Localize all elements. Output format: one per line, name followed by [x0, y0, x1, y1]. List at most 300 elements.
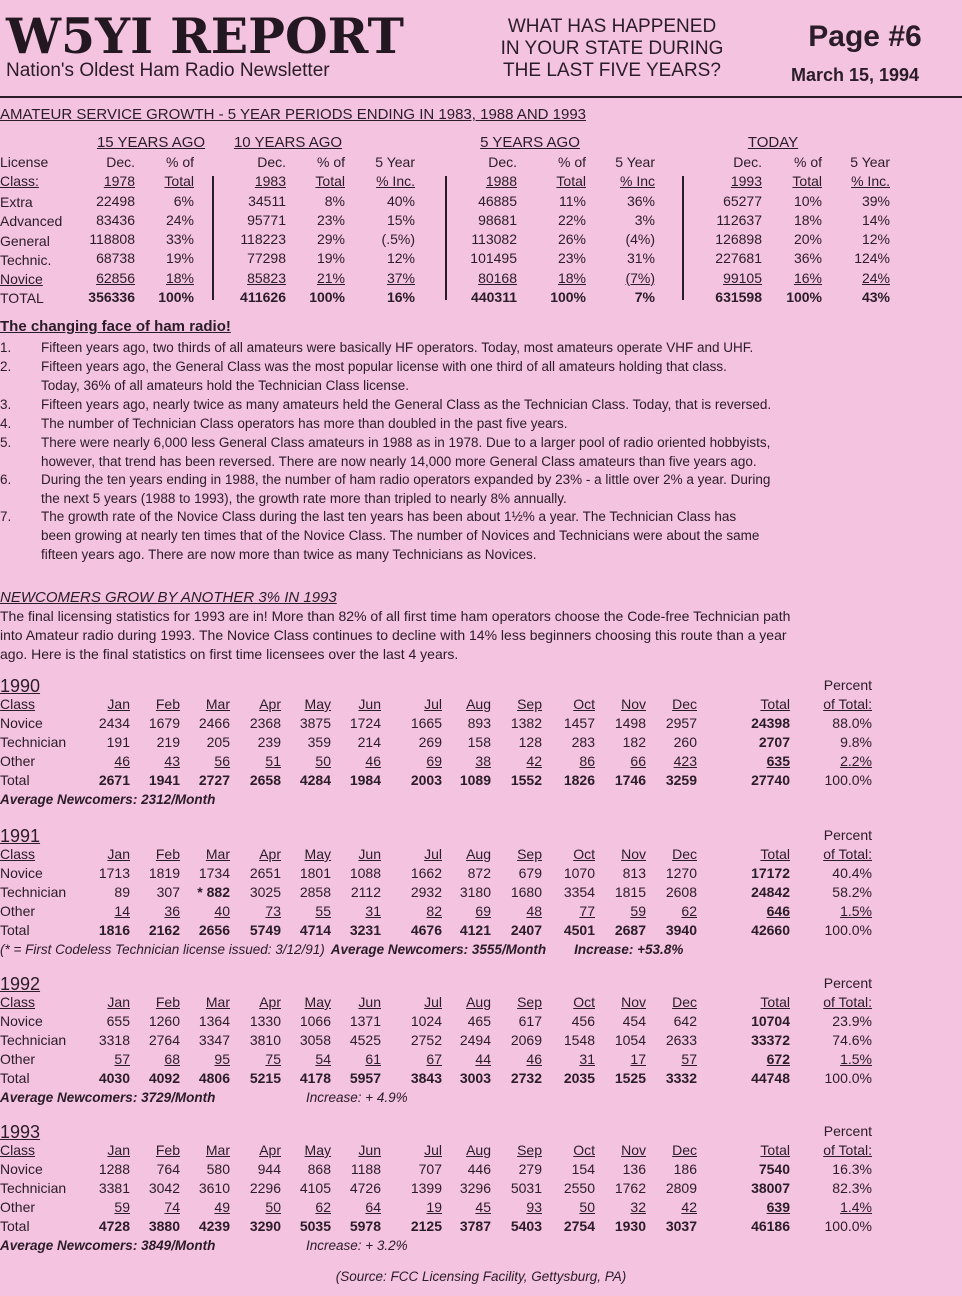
month-value: 3347	[198, 1032, 230, 1048]
month-header: May	[304, 994, 331, 1010]
month-header: Jan	[107, 994, 130, 1010]
point-line: Fifteen years ago, the General Class was the most popular license with one third of all amateurs holding that class.	[41, 359, 727, 374]
month-header: Mar	[205, 696, 230, 712]
point-line: Fifteen years ago, nearly twice as many amateurs held the General Class as the Technician Class. Today, that is reversed.	[41, 397, 772, 412]
month-value: 59	[114, 1199, 130, 1215]
column-header: Dec.	[733, 154, 762, 170]
growth-cell: 26%	[557, 231, 586, 248]
growth-heading: AMATEUR SERVICE GROWTH - 5 YEAR PERIODS ENDING IN 1983, 1988 AND 1993	[0, 106, 587, 123]
month-value: 51	[265, 753, 281, 769]
month-value: 14	[114, 903, 130, 919]
point-text	[41, 470, 961, 508]
data-row	[0, 1031, 962, 1050]
growth-cell: 8%	[324, 192, 345, 209]
period-title: TODAY	[747, 134, 799, 151]
growth-column	[772, 153, 822, 307]
data-row	[0, 1050, 962, 1069]
month-header: May	[304, 846, 331, 862]
growth-cell: 22%	[557, 211, 586, 228]
row-total: 38007	[751, 1180, 790, 1196]
newcomers-paragraph	[0, 607, 955, 664]
month-value: 3231	[349, 922, 381, 938]
month-value: 46	[114, 753, 130, 769]
point-line: Today, 36% of all amateurs hold the Technician Class license.	[41, 378, 409, 393]
month-value: 48	[526, 903, 542, 919]
month-header: Jun	[358, 1142, 381, 1158]
numbered-point	[0, 414, 962, 433]
month-value: 64	[365, 1199, 381, 1215]
month-value: 4728	[98, 1218, 130, 1234]
month-value: 2494	[459, 1032, 491, 1048]
percent-header: Percent	[823, 827, 872, 843]
month-header: Nov	[621, 994, 646, 1010]
month-value: 1188	[350, 1161, 381, 1177]
growth-cell: 23%	[316, 211, 345, 228]
month-value: 1552	[510, 772, 542, 788]
numbered-point	[0, 507, 962, 564]
month-value: 3940	[665, 922, 697, 938]
growth-cell: (4%)	[625, 231, 655, 248]
month-value: 158	[467, 734, 491, 750]
month-value: 456	[571, 1013, 595, 1029]
month-value: 66	[630, 753, 646, 769]
growth-cell: 10%	[793, 192, 822, 209]
growth-column	[355, 153, 415, 307]
period-title: 5 YEARS AGO	[480, 134, 580, 151]
growth-cell: 16%	[386, 289, 415, 306]
column-header: Total	[792, 173, 822, 190]
row-total: 42660	[751, 922, 790, 938]
row-label: Technician	[0, 1180, 67, 1196]
month-value: 5031	[510, 1180, 542, 1196]
newsletter-title: W5YI REPORT	[6, 7, 405, 65]
month-header: Aug	[466, 846, 491, 862]
month-value: 5035	[299, 1218, 331, 1234]
row-total: 2707	[758, 734, 790, 750]
month-value: 75	[265, 1051, 281, 1067]
month-value: 54	[315, 1051, 331, 1067]
month-value: 3025	[249, 884, 281, 900]
class-header: Class	[0, 1142, 36, 1158]
month-value: 1364	[198, 1013, 230, 1029]
month-value: 214	[357, 734, 381, 750]
data-row	[0, 902, 962, 921]
month-value: 1819	[148, 865, 180, 881]
paragraph-line: The final licensing statistics for 1993 are in! More than 82% of all first time ham operators choose the Code-free Technician path	[0, 608, 791, 624]
month-header: Jul	[424, 696, 442, 712]
month-header: Apr	[259, 696, 281, 712]
month-value: 2671	[98, 772, 130, 788]
month-value: 2466	[198, 715, 230, 731]
changing-heading: The changing face of ham radio!	[0, 318, 231, 335]
row-label: Novice	[0, 1161, 43, 1177]
month-value: 3259	[665, 772, 697, 788]
data-row	[0, 1069, 962, 1088]
month-value: 46	[365, 753, 381, 769]
column-header: Dec.	[257, 154, 286, 170]
growth-column	[830, 153, 890, 307]
data-row	[0, 1217, 962, 1236]
month-value: 1399	[410, 1180, 442, 1196]
point-text	[41, 338, 961, 357]
issue-headline	[472, 16, 752, 82]
growth-cell: 77298	[247, 250, 286, 267]
growth-cell: 19%	[316, 250, 345, 267]
point-number: 7.	[0, 509, 12, 524]
growth-cell: 65277	[723, 192, 762, 209]
month-header-row	[0, 695, 962, 714]
month-value: 1089	[459, 772, 491, 788]
month-header: Oct	[573, 696, 595, 712]
month-value: 2035	[563, 1070, 595, 1086]
license-class-column	[0, 193, 62, 309]
growth-cell: 80168	[478, 269, 517, 286]
month-value: 50	[265, 1199, 281, 1215]
row-percent: 100.0%	[824, 1070, 872, 1086]
month-header: Nov	[621, 1142, 646, 1158]
month-value: 32	[630, 1199, 646, 1215]
month-value: 1941	[148, 772, 180, 788]
increase: Increase: + 4.9%	[306, 1090, 408, 1105]
percent-subheader: of Total:	[823, 696, 872, 712]
month-value: 95	[214, 1051, 230, 1067]
data-row	[0, 921, 962, 940]
growth-cell: (.5%)	[381, 231, 415, 248]
month-value: 4714	[299, 922, 331, 938]
month-value: 42	[681, 1199, 697, 1215]
month-value: 2752	[410, 1032, 442, 1048]
month-value: 38	[475, 753, 491, 769]
month-value: 465	[467, 1013, 491, 1029]
month-value: 2550	[563, 1180, 595, 1196]
month-header: Nov	[621, 696, 646, 712]
month-header: Mar	[205, 846, 230, 862]
growth-cell: 39%	[861, 192, 890, 209]
month-value: 3003	[459, 1070, 491, 1086]
row-percent: 1.5%	[840, 1051, 872, 1067]
row-percent: 9.8%	[840, 734, 872, 750]
month-value: 2608	[665, 884, 697, 900]
page-number: Page #6	[808, 20, 922, 53]
point-line: The number of Technician Class operators has more than doubled in the past five years.	[41, 416, 568, 431]
period-title: 10 YEARS AGO	[233, 134, 343, 151]
point-text	[41, 507, 961, 564]
month-header: Feb	[155, 696, 180, 712]
column-header: 5 Year	[615, 154, 655, 170]
growth-cell: 21%	[316, 269, 345, 286]
column-header: 1978	[103, 173, 135, 190]
column-header: Total	[315, 173, 345, 190]
month-value: 31	[579, 1051, 595, 1067]
class-label: TOTAL	[0, 290, 44, 307]
column-header: Total	[164, 173, 194, 190]
note-line	[0, 941, 962, 959]
column-header: % of	[557, 154, 586, 170]
growth-cell: 24%	[165, 211, 194, 228]
month-value: 62	[315, 1199, 331, 1215]
row-percent: 100.0%	[824, 772, 872, 788]
month-value: 279	[518, 1161, 542, 1177]
growth-cell: 100%	[786, 289, 822, 306]
data-row	[0, 771, 962, 790]
growth-cell: 15%	[386, 211, 415, 228]
month-value: 1826	[563, 772, 595, 788]
month-value: 679	[518, 865, 542, 881]
month-value: 136	[622, 1161, 646, 1177]
column-header: 5 Year	[375, 154, 415, 170]
month-header: Dec	[672, 696, 697, 712]
increase: Increase: +53.8%	[574, 942, 684, 957]
point-number: 4.	[0, 416, 12, 431]
month-header: Jan	[107, 1142, 130, 1158]
year-heading: 1991	[0, 826, 41, 846]
month-value: 1984	[349, 772, 381, 788]
month-value: 69	[426, 753, 442, 769]
growth-cell: 440311	[471, 289, 517, 306]
month-value: 17	[630, 1051, 646, 1067]
month-value: 4726	[349, 1180, 381, 1196]
row-percent: 16.3%	[832, 1161, 872, 1177]
month-value: 74	[164, 1199, 180, 1215]
growth-cell: 99105	[723, 269, 762, 286]
month-header: Oct	[573, 1142, 595, 1158]
month-value: 307	[156, 884, 180, 900]
row-total: 635	[766, 753, 790, 769]
row-total: 46186	[751, 1218, 790, 1234]
row-percent: 1.5%	[840, 903, 872, 919]
growth-cell: 16%	[793, 269, 822, 286]
data-row	[0, 1179, 962, 1198]
growth-cell: 62856	[96, 269, 135, 286]
row-label: Other	[0, 1199, 36, 1215]
month-value: 3290	[249, 1218, 281, 1234]
paragraph-line: into Amateur radio during 1993. The Novice Class continues to decline with 14% less beginners choosing this route than a year	[0, 627, 787, 643]
month-header: Jul	[424, 846, 442, 862]
numbered-point	[0, 470, 962, 508]
class-label: Extra	[0, 194, 33, 210]
month-value: 1548	[563, 1032, 595, 1048]
column-header: % Inc.	[376, 173, 415, 190]
total-header: Total	[760, 1142, 790, 1158]
month-value: 2162	[148, 922, 180, 938]
month-header: Aug	[466, 1142, 491, 1158]
percent-subheader: of Total:	[823, 1142, 872, 1158]
row-total: 27740	[751, 772, 790, 788]
growth-cell: 631598	[715, 289, 762, 306]
month-value: 205	[206, 734, 230, 750]
month-value: 359	[307, 734, 331, 750]
month-value: 3880	[148, 1218, 180, 1234]
month-value: 3037	[665, 1218, 697, 1234]
average-newcomers: Average Newcomers: 3729/Month	[0, 1090, 216, 1105]
row-label: Total	[0, 1218, 30, 1234]
row-label: Technician	[0, 734, 67, 750]
month-header-row	[0, 1141, 962, 1160]
month-value: 2296	[249, 1180, 281, 1196]
row-total: 44748	[751, 1070, 790, 1086]
growth-cell: 12%	[861, 231, 890, 248]
month-header: Dec	[672, 1142, 697, 1158]
increase: Increase: + 3.2%	[306, 1238, 408, 1253]
headline-line: THE LAST FIVE YEARS?	[503, 60, 721, 81]
month-value: 3875	[299, 715, 331, 731]
source-note: (Source: FCC Licensing Facility, Gettysburg, PA)	[335, 1269, 627, 1284]
month-value: 50	[579, 1199, 595, 1215]
month-value: 1930	[614, 1218, 646, 1234]
month-value: 62	[681, 903, 697, 919]
column-header: % Inc.	[851, 173, 890, 190]
numbered-point	[0, 433, 962, 471]
row-label: Other	[0, 903, 36, 919]
row-percent: 74.6%	[832, 1032, 872, 1048]
month-value: 1801	[299, 865, 331, 881]
month-value: 4284	[299, 772, 331, 788]
month-value: 764	[156, 1161, 180, 1177]
month-value: 1330	[249, 1013, 281, 1029]
license-class-header	[0, 153, 48, 192]
month-header: Jan	[107, 696, 130, 712]
row-percent: 88.0%	[832, 715, 872, 731]
row-percent: 100.0%	[824, 922, 872, 938]
growth-cell: 85823	[247, 269, 286, 286]
growth-cell: 227681	[715, 250, 762, 267]
class-label: Technic.	[0, 251, 52, 268]
month-value: 2112	[350, 884, 381, 900]
month-value: 3180	[459, 884, 491, 900]
month-value: 2727	[198, 772, 230, 788]
month-value: 4525	[349, 1032, 381, 1048]
month-value: 5215	[249, 1070, 281, 1086]
month-header-row	[0, 845, 962, 864]
point-text	[41, 357, 961, 395]
month-value: 1070	[563, 865, 595, 881]
row-total: 646	[766, 903, 790, 919]
month-value: 2957	[665, 715, 697, 731]
point-number: 1.	[0, 340, 12, 355]
month-value: 260	[673, 734, 697, 750]
row-total: 24398	[751, 715, 790, 731]
month-header: Dec	[672, 994, 697, 1010]
month-header: Sep	[517, 846, 542, 862]
month-value: 1746	[614, 772, 646, 788]
month-header: May	[304, 1142, 331, 1158]
month-value: 93	[526, 1199, 542, 1215]
month-value: 43	[164, 753, 180, 769]
growth-cell: 356336	[88, 289, 135, 306]
growth-column	[536, 153, 586, 307]
month-value: 1088	[349, 865, 381, 881]
row-percent: 40.4%	[832, 865, 872, 881]
column-header: 1983	[254, 173, 286, 190]
month-value: 2656	[198, 922, 230, 938]
growth-cell: 18%	[557, 269, 586, 286]
row-label: Technician	[0, 884, 67, 900]
point-number: 5.	[0, 435, 12, 450]
month-value: 2003	[410, 772, 442, 788]
month-value: 56	[214, 753, 230, 769]
month-value: 5403	[510, 1218, 542, 1234]
month-value: 1066	[299, 1013, 331, 1029]
growth-cell: 100%	[550, 289, 586, 306]
growth-cell: 22498	[96, 192, 135, 209]
percent-subheader: of Total:	[823, 994, 872, 1010]
month-value: 4239	[198, 1218, 230, 1234]
month-value: 3296	[459, 1180, 491, 1196]
month-value: 55	[315, 903, 331, 919]
headline-line: IN YOUR STATE DURING	[500, 38, 724, 59]
month-value: 1679	[148, 715, 180, 731]
month-value: 46	[526, 1051, 542, 1067]
month-value: 44	[475, 1051, 491, 1067]
month-value: 82	[426, 903, 442, 919]
month-value: 2125	[410, 1218, 442, 1234]
data-row	[0, 714, 962, 733]
row-total: 639	[766, 1199, 790, 1215]
month-value: 1724	[349, 715, 381, 731]
row-total: 672	[766, 1051, 790, 1067]
month-header: Jul	[424, 1142, 442, 1158]
month-header: Nov	[621, 846, 646, 862]
numbered-point	[0, 357, 962, 395]
growth-cell: 43%	[861, 289, 890, 306]
month-value: 4806	[198, 1070, 230, 1086]
data-row	[0, 733, 962, 752]
month-header: Dec	[672, 846, 697, 862]
month-header: Apr	[259, 846, 281, 862]
month-value: 2932	[410, 884, 442, 900]
growth-cell: (7%)	[625, 269, 655, 286]
data-row	[0, 1198, 962, 1217]
growth-cell: 83436	[96, 211, 135, 228]
month-value: 3332	[665, 1070, 697, 1086]
month-value: 2658	[249, 772, 281, 788]
growth-cell: 33%	[165, 231, 194, 248]
month-value: 1270	[665, 865, 697, 881]
month-value: 4030	[98, 1070, 130, 1086]
growth-cell: 98681	[478, 211, 517, 228]
row-label: Total	[0, 922, 30, 938]
numbered-point	[0, 395, 962, 414]
month-value: 3810	[249, 1032, 281, 1048]
month-header: Aug	[466, 994, 491, 1010]
month-value: 2732	[510, 1070, 542, 1086]
row-label: Novice	[0, 865, 43, 881]
column-header: % of	[316, 154, 345, 170]
month-value: 57	[114, 1051, 130, 1067]
point-line: fifteen years ago. There are now more than twice as many Technicians as Novices.	[41, 547, 537, 562]
month-value: 3354	[563, 884, 595, 900]
month-value: 3381	[98, 1180, 130, 1196]
average-newcomers: Average Newcomers: 3555/Month	[330, 942, 547, 957]
month-header: Mar	[205, 994, 230, 1010]
month-header: Apr	[259, 1142, 281, 1158]
month-value: 2754	[563, 1218, 595, 1234]
class-header: Class	[0, 846, 36, 862]
month-value: 2434	[98, 715, 130, 731]
month-value: 68	[164, 1051, 180, 1067]
month-value: 128	[518, 734, 542, 750]
data-row	[0, 1160, 962, 1179]
month-value: 61	[365, 1051, 381, 1067]
month-value: 642	[673, 1013, 697, 1029]
growth-cell: 40%	[386, 192, 415, 209]
month-value: 4092	[148, 1070, 180, 1086]
month-value: 1498	[614, 715, 646, 731]
month-value: 893	[467, 715, 491, 731]
percent-header: Percent	[823, 975, 872, 991]
row-total: 33372	[751, 1032, 790, 1048]
growth-cell: 18%	[793, 211, 822, 228]
